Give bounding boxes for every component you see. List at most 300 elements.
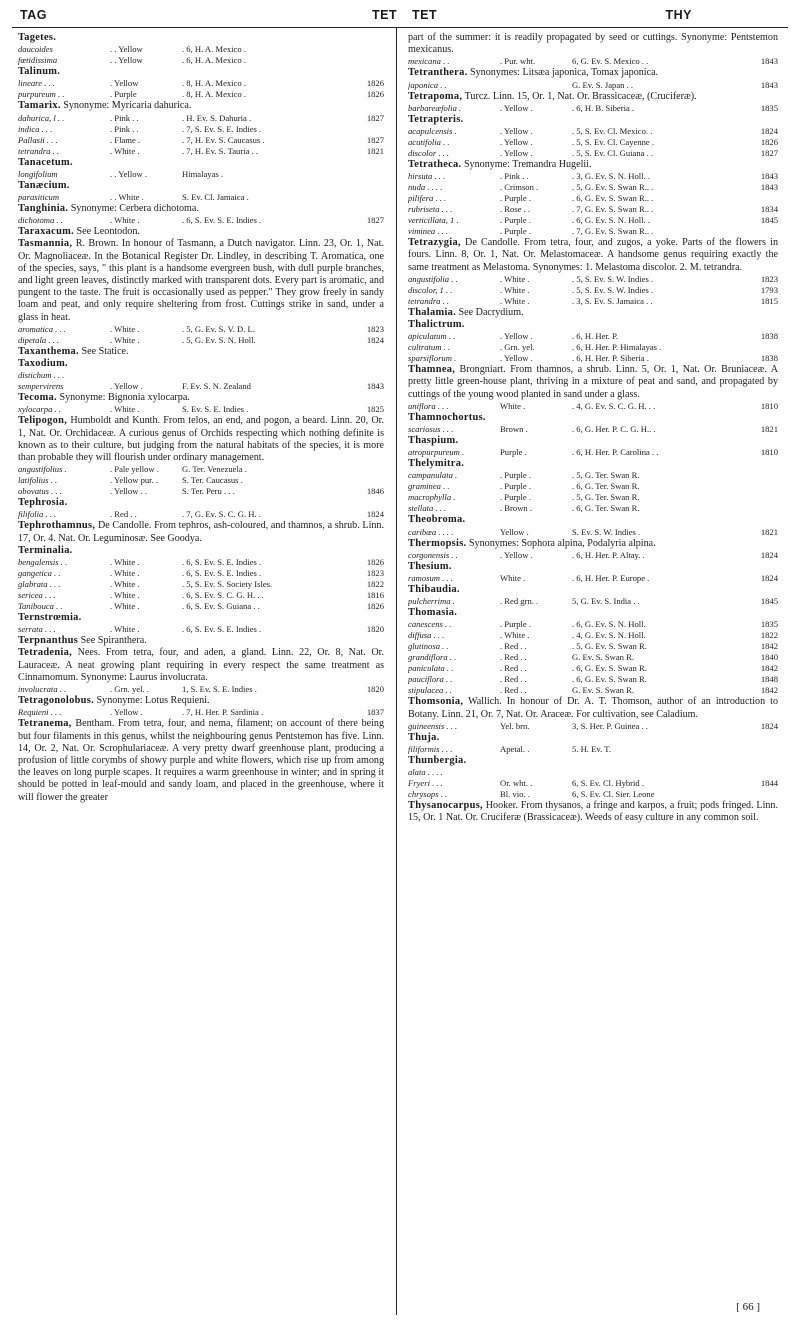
species-name: dichotoma . . bbox=[18, 215, 63, 226]
culture-and-origin: . 5, G. Ev. S. Swan R. bbox=[572, 641, 647, 652]
species-name: glutinosa . . bbox=[408, 641, 449, 652]
species-name: viminea . . . bbox=[408, 226, 449, 237]
genus-heading: Tamarix. bbox=[18, 100, 61, 112]
culture-and-origin: S. Ter. Caucasus . bbox=[182, 475, 243, 486]
species-name: graminea . . bbox=[408, 481, 450, 492]
flower-colour: . Red . . bbox=[500, 652, 527, 663]
introduction-year: 1834 bbox=[760, 204, 778, 215]
genus-heading: Thunbergia. bbox=[408, 755, 467, 767]
entry-description: Nees. From tetra, four, and aden, a gland. Linn. 22, Or. 8, Nat. Or. Lauraceæ. A neat growing plant requiring in every respect the same treatment as Cinnamomum. Synonyme: Laurus involucrata. bbox=[18, 647, 384, 683]
species-row bbox=[408, 285, 778, 296]
species-row bbox=[18, 568, 384, 579]
species-row bbox=[408, 767, 778, 778]
flower-colour: . Yellow . bbox=[500, 549, 533, 560]
genus-heading: Tetradenia, bbox=[18, 647, 73, 659]
genus-heading: Theobroma. bbox=[408, 514, 466, 526]
species-row bbox=[408, 193, 778, 204]
species-row bbox=[408, 215, 778, 226]
species-name: sericea . . . bbox=[18, 590, 56, 601]
genus-entry bbox=[408, 364, 778, 401]
culture-and-origin: F. Ev. S. N. Zealand bbox=[182, 381, 251, 392]
species-row bbox=[408, 182, 778, 193]
introduction-year bbox=[342, 464, 384, 475]
genus-heading: Tetrazygia, bbox=[408, 237, 461, 249]
entry-description: See Dacrydium. bbox=[456, 306, 524, 318]
entry-description: R. Brown. In honour of Tasmann, a Dutch navigator. Linn. 23, Or. 1, Nat. Or. Magnoliaceæ. In the Botanical Register Dr. Lindley, in describing T. Aromatica, one of the species, says, " this plant is a handsome evergreen bush, with dull purple branches, and light green leaves, distinctly marked with transparent dots. Every part is aromatic, and pungent to the taste. The fruit is occasionally used as pepper." They grow freely in sandy loam and peat, and only require sheltering from frost. Cuttings strike in sand, under a glass in heat. bbox=[18, 238, 384, 323]
species-name: longifolium bbox=[18, 168, 58, 179]
genus-entry bbox=[18, 226, 384, 238]
header-rule bbox=[12, 27, 788, 28]
species-row bbox=[408, 527, 778, 538]
culture-and-origin: . 4, G. Ev. S. N. Holl. bbox=[572, 630, 646, 641]
species-row bbox=[408, 674, 778, 685]
introduction-year bbox=[736, 744, 778, 755]
introduction-year bbox=[342, 169, 384, 180]
species-name: xylocarpa . . bbox=[18, 404, 61, 415]
introduction-year: 1827 bbox=[366, 134, 384, 145]
culture-and-origin: . 5, G. Ev. S. N. Holl. bbox=[182, 334, 256, 345]
culture-and-origin: G. Ev. S. Swan R. bbox=[572, 652, 634, 663]
entry-description: Synonymes: Sophora alpina, Podalyria alpina. bbox=[466, 537, 656, 549]
genus-heading: Tecoma. bbox=[18, 392, 57, 404]
introduction-year bbox=[342, 192, 384, 203]
flower-colour: . Pink . . bbox=[110, 123, 139, 134]
culture-and-origin: . 5, G. Ter. Swan R. bbox=[572, 492, 640, 503]
introduction-year: 1842 bbox=[760, 663, 778, 674]
genus-heading: Tetrapoma, bbox=[408, 90, 463, 102]
flower-colour: . Grn. yel. bbox=[500, 342, 535, 353]
entry-description: Hooker. From thysanos, a fringe and karpos, a fruit; pods fringed. Linn. 15, Or. 1 Nat. Or. Cruciferæ (Brassicaceæ). Weeds of easy culture in any common soil. bbox=[408, 800, 778, 824]
species-name: indica . . . bbox=[18, 123, 53, 134]
flower-colour: . White . bbox=[110, 334, 140, 345]
species-row bbox=[408, 596, 778, 607]
culture-and-origin: . 6, S. Ev. S. E. Indies . bbox=[182, 557, 262, 568]
culture-and-origin: G. Ev. S. Japan . . bbox=[572, 79, 634, 90]
flower-colour: . Yellow . bbox=[500, 137, 533, 148]
culture-and-origin: 6, G. Ev. S. Mexico . . bbox=[572, 56, 649, 67]
introduction-year: 1826 bbox=[366, 601, 384, 612]
running-header bbox=[12, 6, 788, 28]
species-row bbox=[18, 684, 384, 695]
introduction-year bbox=[342, 475, 384, 486]
species-name: aromatica . . . bbox=[18, 323, 66, 334]
entry-description: Synonyme: Myricaria dahurica. bbox=[60, 100, 192, 112]
species-name: Pallasii . . . bbox=[18, 134, 58, 145]
introduction-year: 1824 bbox=[760, 126, 778, 137]
entry-description: part of the summer: it is readily propagated by seed or cuttings. Synonyme: Pentstemon mexicanus. bbox=[408, 32, 778, 56]
genus-heading: Thamnea, bbox=[408, 364, 456, 376]
entry-description: Bentham. From tetra, four, and nema, filament; on account of there being but four filaments in this genus, whilst the neighbouring genus Pentstemon has five. Linn. 14, Or. 2, Nat. Or. Scrophulariaceæ. A very pretty dwarf greenhouse plant, producing a profusion of little corymbs of showy purple and white flowers, which rise up from among the leaves on long purple scapes. It requires a warm greenhouse in winter; and in spring it should be potted in leaf-mould and sandy loam, and placed in the greenhouse, where it will flower the greater bbox=[18, 718, 384, 803]
species-row bbox=[18, 169, 384, 180]
genus-heading: Taraxacum. bbox=[18, 226, 75, 238]
flower-colour: . Rose . . bbox=[500, 204, 531, 215]
species-name: pauciflora . . bbox=[408, 674, 453, 685]
genus-entry bbox=[18, 415, 384, 464]
genus-entry bbox=[18, 635, 384, 647]
species-name: fœtidissima bbox=[18, 55, 58, 66]
culture-and-origin: . 6, H. A. Mexico . bbox=[182, 55, 246, 66]
species-name: obovatus . . . bbox=[18, 486, 62, 497]
flower-colour: . White . bbox=[500, 295, 530, 306]
culture-and-origin: 5. H. Ev. T. bbox=[572, 744, 611, 755]
species-row bbox=[408, 331, 778, 342]
species-name: mexicana . . bbox=[408, 56, 450, 67]
flower-colour: . Yellow . bbox=[500, 331, 533, 342]
flower-colour: Yellow . bbox=[500, 526, 529, 537]
flower-colour: . Crimson . bbox=[500, 182, 539, 193]
culture-and-origin: . 5, G. Ev. S. Swan R.. . bbox=[572, 182, 654, 193]
introduction-year: 1827 bbox=[366, 215, 384, 226]
species-row bbox=[408, 503, 778, 514]
culture-and-origin: . 6, H. Her. P. bbox=[572, 331, 619, 342]
species-row bbox=[18, 324, 384, 335]
species-name: angustifolia . . bbox=[408, 273, 458, 284]
species-name: stipulacea . . bbox=[408, 685, 452, 696]
species-name: stellata . . . bbox=[408, 503, 447, 514]
flower-colour: . Purple . bbox=[500, 193, 532, 204]
flower-colour: Apetal. . bbox=[500, 744, 530, 755]
introduction-year: 1822 bbox=[366, 579, 384, 590]
genus-entry bbox=[408, 538, 778, 550]
species-name: pulcherrima . bbox=[408, 596, 455, 607]
flower-colour: . Yellow . bbox=[500, 126, 533, 137]
culture-and-origin: . 6, G. Her. P. C. G. H.. . bbox=[572, 424, 656, 435]
culture-and-origin: . 6, G. Ev. S. Swan R. bbox=[572, 674, 647, 685]
species-name: daucoides bbox=[18, 44, 53, 55]
species-name: chrysops . . bbox=[408, 789, 448, 800]
genus-heading: Thuja. bbox=[408, 731, 440, 743]
species-name: discolor, 1 . . bbox=[408, 284, 453, 295]
flower-colour: . Flame . bbox=[110, 134, 141, 145]
genus-entry bbox=[408, 307, 778, 319]
genus-entry bbox=[18, 695, 384, 707]
flower-colour: . White . bbox=[500, 284, 530, 295]
introduction-year: 1838 bbox=[760, 353, 778, 364]
introduction-year: 1837 bbox=[366, 707, 384, 718]
species-name: barbareæfolia . bbox=[408, 102, 462, 113]
flower-colour: . Pink . . bbox=[500, 171, 529, 182]
culture-and-origin: . 6, G. Ev. S. Swan R. bbox=[572, 663, 647, 674]
species-name: bengalensis . . bbox=[18, 557, 68, 568]
species-row bbox=[18, 624, 384, 635]
introduction-year: 1815 bbox=[760, 295, 778, 306]
culture-and-origin: . 6, S. Ev. S. Guiana . . bbox=[182, 601, 260, 612]
introduction-year: 1823 bbox=[366, 568, 384, 579]
introduction-year bbox=[342, 370, 384, 381]
species-name: tetrandra . . bbox=[408, 295, 450, 306]
genus-entry bbox=[408, 237, 778, 274]
culture-and-origin: . 5, G. Ter. Swan R. bbox=[572, 470, 640, 481]
flower-colour bbox=[110, 370, 182, 381]
flower-colour: White . bbox=[500, 400, 526, 411]
introduction-year: 1824 bbox=[366, 509, 384, 520]
entry-description: Synonyme: Bignonia xylocarpa. bbox=[56, 392, 190, 404]
culture-and-origin: . 7, G. Ev. S. Swan R.. . bbox=[572, 204, 654, 215]
species-row bbox=[18, 335, 384, 346]
genus-entry bbox=[18, 392, 384, 404]
species-row bbox=[18, 55, 384, 66]
culture-and-origin: G. Ev. S. Swan R. bbox=[572, 685, 634, 696]
flower-colour: . White . bbox=[110, 145, 140, 156]
species-row bbox=[408, 103, 778, 114]
species-row bbox=[18, 557, 384, 568]
culture-and-origin: . 6, G. Ter. Swan R. bbox=[572, 503, 640, 514]
genus-entry bbox=[18, 346, 384, 358]
species-name: lineare . . . bbox=[18, 78, 55, 89]
species-row bbox=[18, 89, 384, 100]
genus-heading: Tetranthera. bbox=[408, 67, 468, 79]
species-row bbox=[18, 404, 384, 415]
culture-and-origin: . 7, H. Ev. S. Caucasus . bbox=[182, 134, 265, 145]
species-row bbox=[18, 707, 384, 718]
introduction-year bbox=[736, 226, 778, 237]
culture-and-origin: Himalayas . bbox=[182, 168, 224, 179]
species-row bbox=[408, 80, 778, 91]
culture-and-origin: S. Ev. Cl. Jamaica . bbox=[182, 192, 249, 203]
species-name: pilifera . . . bbox=[408, 193, 447, 204]
flower-colour: . Grn. yel. . bbox=[110, 684, 149, 695]
species-name: rubriseta . . . bbox=[408, 204, 453, 215]
flower-colour: . Purple . bbox=[500, 619, 532, 630]
introduction-year: 1843 bbox=[760, 56, 778, 67]
flower-colour: Brown . bbox=[500, 424, 528, 435]
header-right-guide-1: TET bbox=[412, 8, 438, 22]
species-name: filiformis . . . bbox=[408, 744, 453, 755]
genus-heading: Tetranema, bbox=[18, 718, 72, 730]
species-row bbox=[408, 447, 778, 458]
species-row bbox=[18, 370, 384, 381]
genus-entry bbox=[408, 159, 778, 171]
species-name: parasiticum bbox=[18, 192, 60, 203]
culture-and-origin: . 5, G. Ev. S. V. D. L. bbox=[182, 323, 255, 334]
flower-colour: . Red . . bbox=[500, 674, 527, 685]
species-name: Tanibouca . . bbox=[18, 601, 63, 612]
introduction-year: 1820 bbox=[366, 684, 384, 695]
flower-colour: . Pale yellow . bbox=[110, 464, 159, 475]
introduction-year bbox=[736, 767, 778, 778]
species-name: Fryeri . . . bbox=[408, 778, 443, 789]
introduction-year: 1823 bbox=[366, 323, 384, 334]
species-name: alata . . . . bbox=[408, 767, 443, 778]
culture-and-origin: G. Ter. Venezuela . bbox=[182, 464, 247, 475]
culture-and-origin: . 6, S. Ev. S. E. Indies . bbox=[182, 568, 262, 579]
culture-and-origin: . H. Ev. S. Dahuria . bbox=[182, 112, 252, 123]
entry-description: De Candolle. From tetra, four, and zugos, a yoke. Parts of the flowers in fours. Linn. 8, Or. 1, Nat. Or. Melastomaceæ. A handsome genus requiring exactly the same treatment as Melastoma. Synonymes: 1. Melastoma discolor. 2. M. tetrandra. bbox=[408, 237, 778, 273]
genus-heading: Tanæcium. bbox=[18, 179, 70, 191]
introduction-year: 1826 bbox=[760, 137, 778, 148]
genus-heading: Thaspium. bbox=[408, 435, 459, 447]
flower-colour: . White . bbox=[500, 273, 530, 284]
genus-heading: Tetratheca. bbox=[408, 159, 462, 171]
introduction-year: 1835 bbox=[760, 619, 778, 630]
entry-description: Synonyme: Lotus Requieni. bbox=[94, 695, 210, 707]
genus-heading: Tasmannia, bbox=[18, 238, 73, 250]
genus-heading: Terpnanthus bbox=[18, 635, 79, 647]
genus-entry bbox=[408, 800, 778, 824]
species-name: campanulata . bbox=[408, 470, 458, 481]
flower-colour: . Red grn. . bbox=[500, 596, 539, 607]
genus-heading: Thalamia. bbox=[408, 306, 457, 318]
flower-colour: . Red . . bbox=[500, 685, 527, 696]
flower-colour: . White . bbox=[110, 215, 140, 226]
culture-and-origin: . 7, S. Ev. S. E. Indies . bbox=[182, 123, 262, 134]
flower-colour: . Yellow bbox=[110, 78, 139, 89]
header-right-guide-2: THY bbox=[665, 8, 692, 22]
flower-colour: Or. wht. . bbox=[500, 778, 533, 789]
culture-and-origin: . 3, S. Ev. S. Jamaica . . bbox=[572, 295, 653, 306]
species-row bbox=[408, 126, 778, 137]
flower-colour: . Yellow . bbox=[500, 102, 533, 113]
culture-and-origin: . 5, S. Ev. Cl. Cayenne . bbox=[572, 137, 655, 148]
species-row bbox=[18, 464, 384, 475]
genus-heading: Terminalia. bbox=[18, 544, 73, 556]
right-column bbox=[408, 32, 778, 825]
species-name: sempervirens bbox=[18, 381, 64, 392]
flower-colour: . White . bbox=[110, 579, 140, 590]
culture-and-origin: S. Ev. S. W. Indies . bbox=[572, 526, 641, 537]
flower-colour: . Purple . bbox=[500, 470, 532, 481]
genus-heading: Telipogon, bbox=[18, 415, 68, 427]
genus-heading: Talinum. bbox=[18, 66, 61, 78]
entry-description: Humboldt and Kunth. From telos, an end, and pogon, a beard. Linn. 20, Or. 1, Nat. Or. Orchidaceæ. A curious genus of Orchids respecting which nothing definite is known as to their culture, but judging from the natural habitats of the species, it is more than probable they will flourish under ordinary management. bbox=[18, 415, 384, 464]
species-row bbox=[408, 573, 778, 584]
flower-colour: Bl. vio. . bbox=[500, 789, 530, 800]
species-row bbox=[18, 601, 384, 612]
introduction-year: 1844 bbox=[760, 778, 778, 789]
culture-and-origin: . 3, G. Ev. S. N. Holl. . bbox=[572, 171, 650, 182]
species-row bbox=[408, 652, 778, 663]
introduction-year bbox=[736, 492, 778, 503]
genus-heading: Taxanthema. bbox=[18, 345, 79, 357]
culture-and-origin: 6, S. Ev. Cl. Sier. Leone bbox=[572, 789, 655, 800]
header-left-guide-1: TAG bbox=[20, 8, 47, 22]
genus-heading: Thomsonia, bbox=[408, 696, 464, 708]
entry-description: Synonymes: Litsæa japonica, Tomax japonica. bbox=[467, 67, 659, 79]
genus-heading: Taxodium. bbox=[18, 358, 68, 370]
species-row bbox=[408, 296, 778, 307]
species-name: canescens . . bbox=[408, 619, 452, 630]
flower-colour: . Pur. wht. bbox=[500, 56, 536, 67]
species-name: sparsiflorum . bbox=[408, 353, 457, 364]
species-row bbox=[18, 113, 384, 124]
genus-entry bbox=[18, 238, 384, 323]
species-row bbox=[408, 778, 778, 789]
species-row bbox=[18, 192, 384, 203]
species-name: latifolius . . bbox=[18, 475, 58, 486]
introduction-year: 1848 bbox=[760, 674, 778, 685]
culture-and-origin: . 6, H. Her. P. Altay. . bbox=[572, 549, 645, 560]
species-row bbox=[408, 481, 778, 492]
introduction-year: 1821 bbox=[760, 424, 778, 435]
introduction-year: 1821 bbox=[760, 526, 778, 537]
introduction-year: 1846 bbox=[366, 486, 384, 497]
species-row bbox=[408, 424, 778, 435]
genus-heading: Tanacetum. bbox=[18, 156, 73, 168]
genus-heading: Thomasia. bbox=[408, 607, 458, 619]
species-name: discolor . . . bbox=[408, 148, 450, 159]
species-name: acapulcensis . bbox=[408, 126, 457, 137]
species-name: dahurica, l . . bbox=[18, 112, 65, 123]
genus-heading: Thelymitra. bbox=[408, 458, 465, 470]
entry-description: Synonyme: Tremandra Hugelii. bbox=[461, 159, 592, 171]
genus-heading: Ternstrœmia. bbox=[18, 612, 82, 624]
introduction-year: 1820 bbox=[366, 624, 384, 635]
culture-and-origin: . 6, H. Her. P. Himalayas . bbox=[572, 342, 662, 353]
species-row bbox=[18, 78, 384, 89]
culture-and-origin: . 6, G. Ter. Swan R. bbox=[572, 481, 640, 492]
flower-colour: . Yellow pur. . bbox=[110, 475, 158, 486]
flower-colour: . White . bbox=[110, 557, 140, 568]
introduction-year: 1826 bbox=[366, 557, 384, 568]
culture-and-origin: . 6, H. Her. P. Siberia . bbox=[572, 353, 649, 364]
species-row bbox=[408, 641, 778, 652]
entry-description: See Spiranthera. bbox=[78, 635, 147, 647]
culture-and-origin: 6, S. Ev. Cl. Hybrid . bbox=[572, 778, 645, 789]
culture-and-origin: . 6, G. Ev. S. N. Holl. bbox=[572, 619, 646, 630]
entry-description: Synonyme: Cerbera dichotoma. bbox=[68, 203, 199, 215]
flower-colour: White . bbox=[500, 573, 526, 584]
flower-colour: . Yellow . bbox=[110, 707, 143, 718]
introduction-year bbox=[736, 481, 778, 492]
flower-colour: . Red . . bbox=[500, 641, 527, 652]
culture-and-origin: . 6, S. Ev. S. E. Indies . bbox=[182, 624, 262, 635]
flower-colour: . White . bbox=[110, 601, 140, 612]
genus-entry bbox=[18, 520, 384, 544]
species-name: atropurpureum . bbox=[408, 447, 465, 458]
flower-colour: . Purple bbox=[110, 89, 137, 100]
introduction-year: 1793 bbox=[760, 284, 778, 295]
genus-heading: Thalictrum. bbox=[408, 319, 465, 331]
culture-and-origin: . 5, S. Ev. S. W. Indies . bbox=[572, 284, 654, 295]
species-name: hirsuta . . . bbox=[408, 171, 446, 182]
species-row bbox=[408, 470, 778, 481]
species-row bbox=[18, 146, 384, 157]
genus-heading: Tephrosia. bbox=[18, 497, 68, 509]
culture-and-origin: . 7, H. Ev. S. Tauria . . bbox=[182, 145, 259, 156]
species-name: Requieni . . . bbox=[18, 707, 62, 718]
genus-heading: Thysanocarpus, bbox=[408, 800, 483, 812]
culture-and-origin: . 7, G. Ev. S. Swan R.. . bbox=[572, 226, 654, 237]
culture-and-origin: 3, S. Her. P. Guinea . . bbox=[572, 720, 648, 731]
species-row bbox=[408, 204, 778, 215]
culture-and-origin: . 7, G. Ev. S. C. G. H. . bbox=[182, 509, 261, 520]
introduction-year: 1840 bbox=[760, 652, 778, 663]
column-divider bbox=[396, 27, 397, 1315]
species-name: nuda . . . . bbox=[408, 182, 443, 193]
culture-and-origin: . 5, S. Ev. S. W. Indies . bbox=[572, 273, 654, 284]
species-row bbox=[18, 44, 384, 55]
flower-colour: . White . bbox=[110, 404, 140, 415]
culture-and-origin bbox=[182, 370, 342, 381]
flower-colour: . Yellow . bbox=[500, 148, 533, 159]
species-name: ramosum . . . bbox=[408, 573, 453, 584]
culture-and-origin: . 6, G. Ev. S. N. Holl. . bbox=[572, 215, 650, 226]
species-row bbox=[408, 744, 778, 755]
left-column bbox=[18, 32, 384, 804]
species-row bbox=[408, 663, 778, 674]
flower-colour: . Red . . bbox=[110, 509, 137, 520]
introduction-year: 1824 bbox=[366, 334, 384, 345]
genus-heading: Tetragonolobus. bbox=[18, 695, 95, 707]
species-name: guineensis . . . bbox=[408, 720, 458, 731]
genus-heading: Tanghinia. bbox=[18, 203, 69, 215]
introduction-year: 1821 bbox=[366, 145, 384, 156]
species-name: acutifolia . . bbox=[408, 137, 450, 148]
species-row bbox=[18, 124, 384, 135]
species-name: angustifolius . bbox=[18, 464, 67, 475]
species-name: corgonensis . . bbox=[408, 549, 458, 560]
introduction-year bbox=[342, 44, 384, 55]
